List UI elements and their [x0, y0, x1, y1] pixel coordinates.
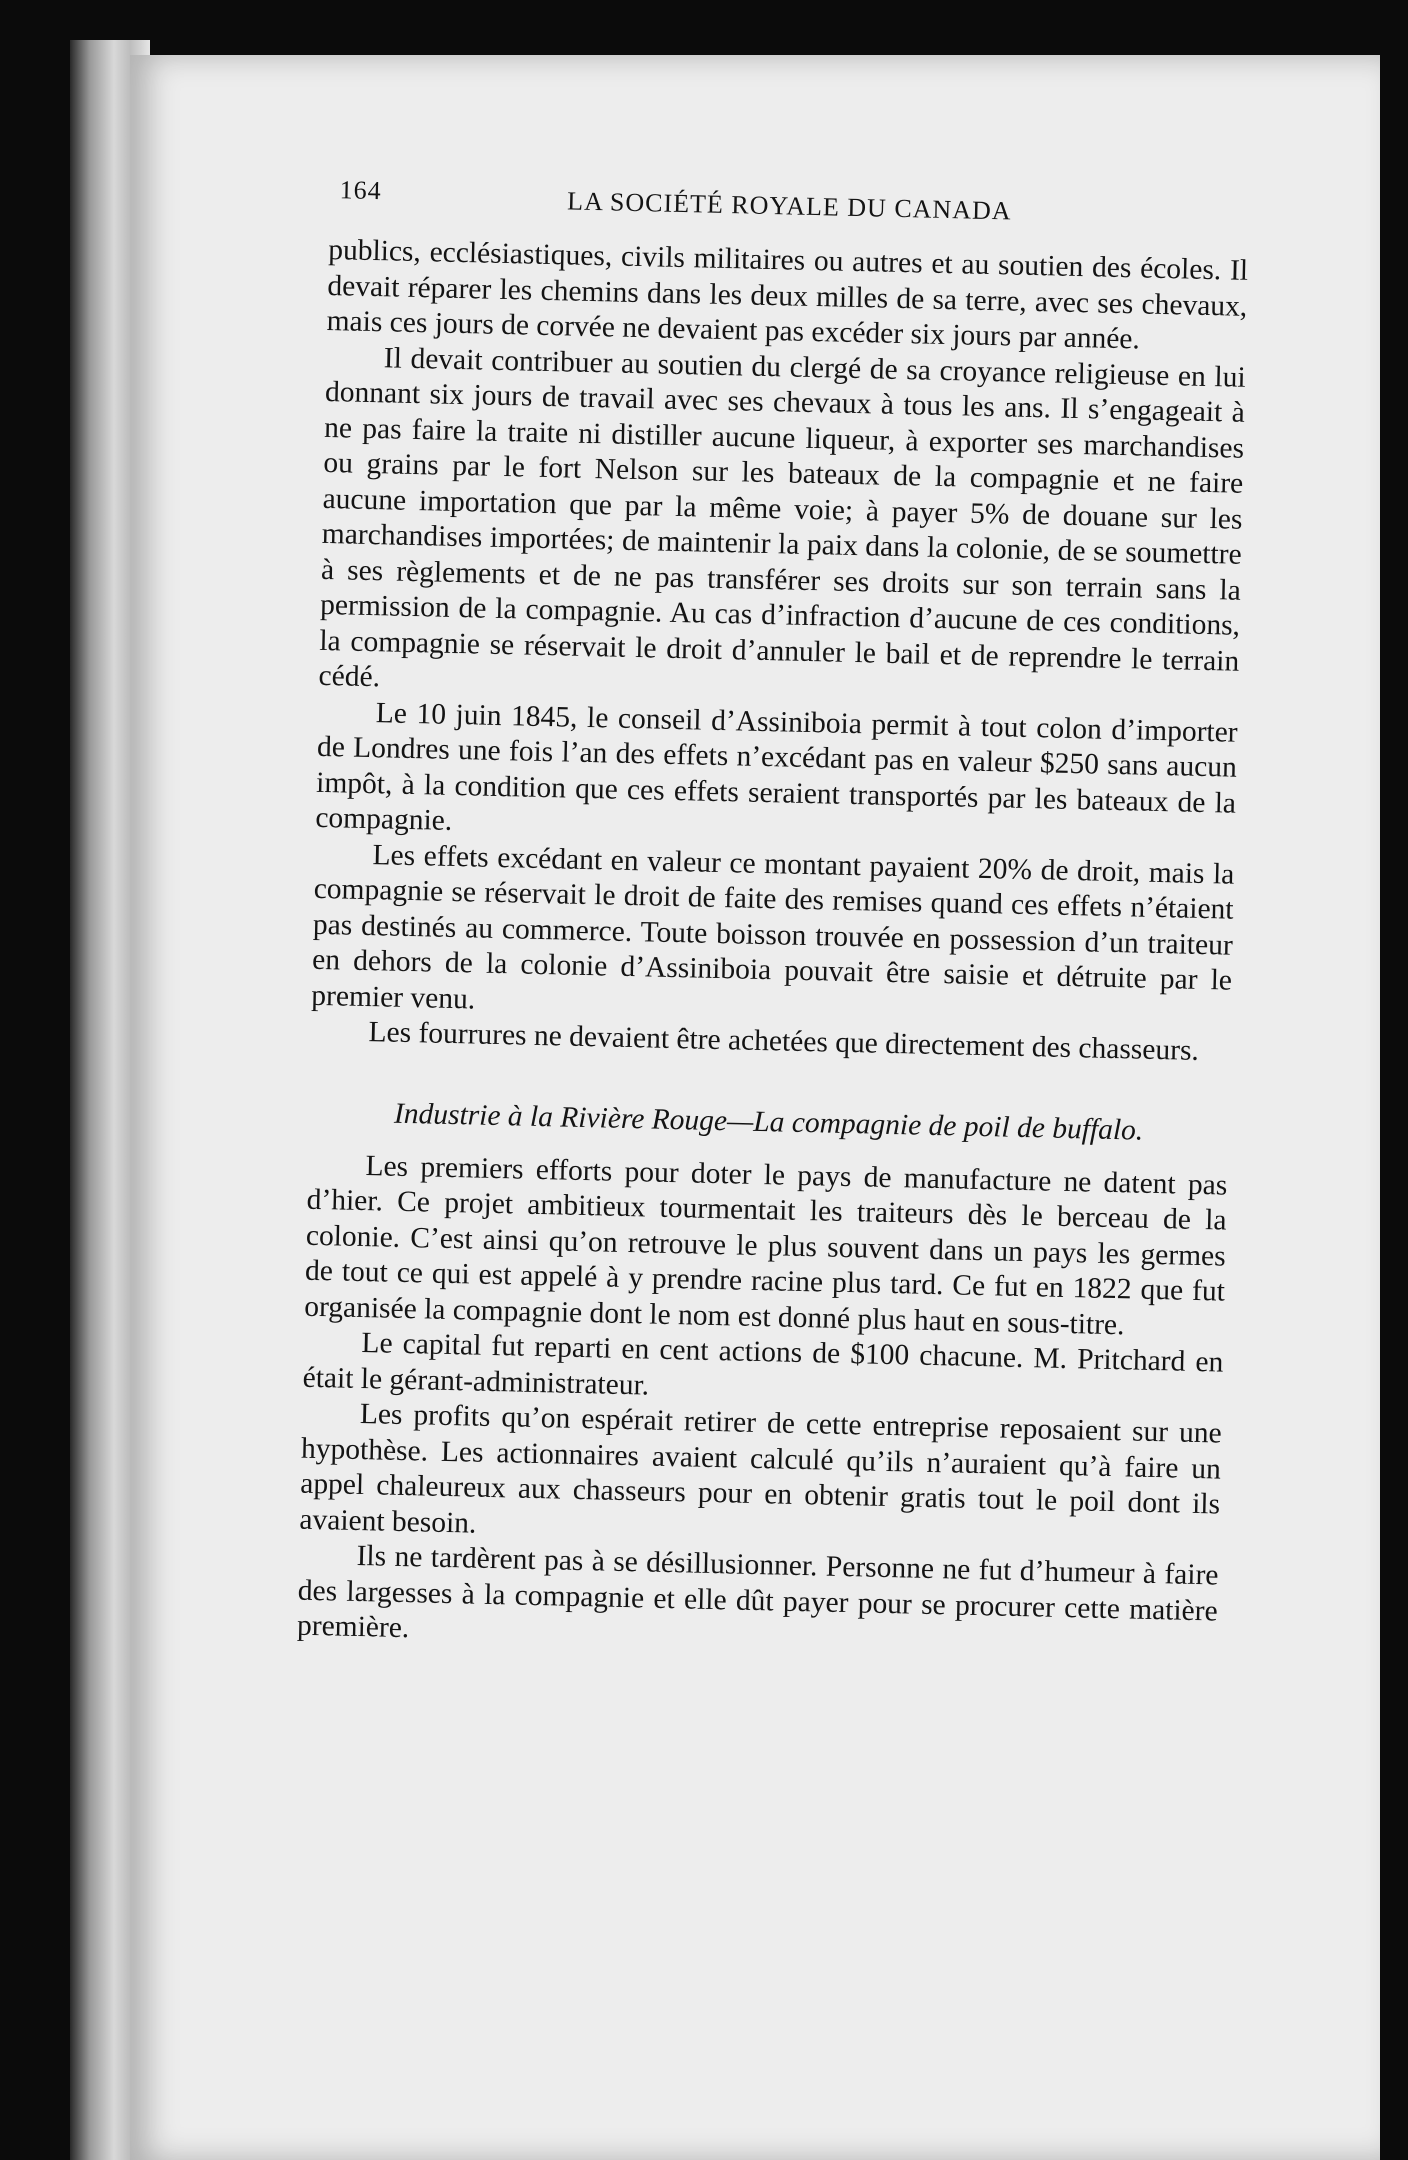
paragraph: Le capital fut reparti en cent actions de $100 chacune. M. Pritchard en était le gérant-administrateur. — [302, 1327, 1224, 1402]
paragraph: publics, ecclésiastiques, civils militaires ou autres et au soutien des écoles. Il devait réparer les chemins dans les deux milles de sa terre, avec ses chevaux, mais ces jours de corvée ne devaient pas excéder six jours par année. — [326, 233, 1249, 356]
paragraph: Les effets excédant en valeur ce montant payaient 20% de droit, mais la compagnie se réservait le droit de faite des remises quand ces effets n’étaient pas destinés au commerce. Toute boisson trouvée en possession d’un traiteur en dehors de la colonie d’Assiniboia pouvait être saisie et détruite par le premier venu. — [311, 838, 1235, 1016]
paragraph: Les fourrures ne devaient être achetées que directement des chasseurs. — [368, 1016, 1200, 1067]
paragraph: Il devait contribuer au soutien du clergé de sa croyance religieuse en lui donnant six jours de travail avec ses chevaux à tous les ans. Il s’engageait à ne pas faire la traite ni distiller aucune liqueur, à exporter ses marchandises ou grains par le fort Nelson sur les bateaux de la compagnie et ne faire aucune importation que par la même voie; à payer 5% de douane sur les marchandises importées; de maintenir la paix dans la colonie, de se soumettre à ses règlements et de ne pas transférer ses droits sur son terrain sans la permission de la compagnie. Au cas d’infraction d’aucune de ces conditions, la compagnie se réservait le droit d’annuler le bail et de reprendre le terrain cédé. — [318, 341, 1247, 694]
running-title: LA SOCIÉTÉ ROYALE DU CANADA — [566, 186, 1012, 226]
page-content — [297, 175, 1250, 1665]
paragraph: Les premiers efforts pour doter le pays de manufacture ne datent pas d’hier. Ce projet ambitieux tourmentait les traiteurs dès le berceau de la colonie. C’est ainsi qu’on retrouve le plus souvent dans un pays les germes de tout ce qui est appelé à y prendre racine plus tard. Ce fut en 1822 que fut organisée la compagnie dont le nom est donné plus haut en sous-titre. — [303, 1149, 1228, 1341]
page-number: 164 — [339, 175, 382, 206]
paragraph: Le 10 juin 1845, le conseil d’Assiniboia permit à tout colon d’importer de Londres une fois l’an des effets n’excédant pas en valeur $250 sans aucun impôt, à la condition que ces effets seraient transportés par les bateaux de la compagnie. — [315, 696, 1238, 837]
section-heading: Industrie à la Rivière Rouge—La compagnie de poil de buffalo. — [393, 1097, 1144, 1147]
paragraph: Ils ne tardèrent pas à se désillusionner. Personne ne fut d’humeur à faire des largesses à la compagnie et elle dût payer pour se procurer cette matière première. — [296, 1539, 1219, 1645]
book-page — [130, 55, 1380, 2160]
paragraph: Les profits qu’on espérait retirer de cette entreprise reposaient sur une hypothèse. Les actionnaires avaient calculé qu’ils n’auraient qu’à faire un appel chaleureux aux chasseurs pour en obtenir gratis tout le poil dont ils avaient besoin. — [299, 1398, 1223, 1540]
